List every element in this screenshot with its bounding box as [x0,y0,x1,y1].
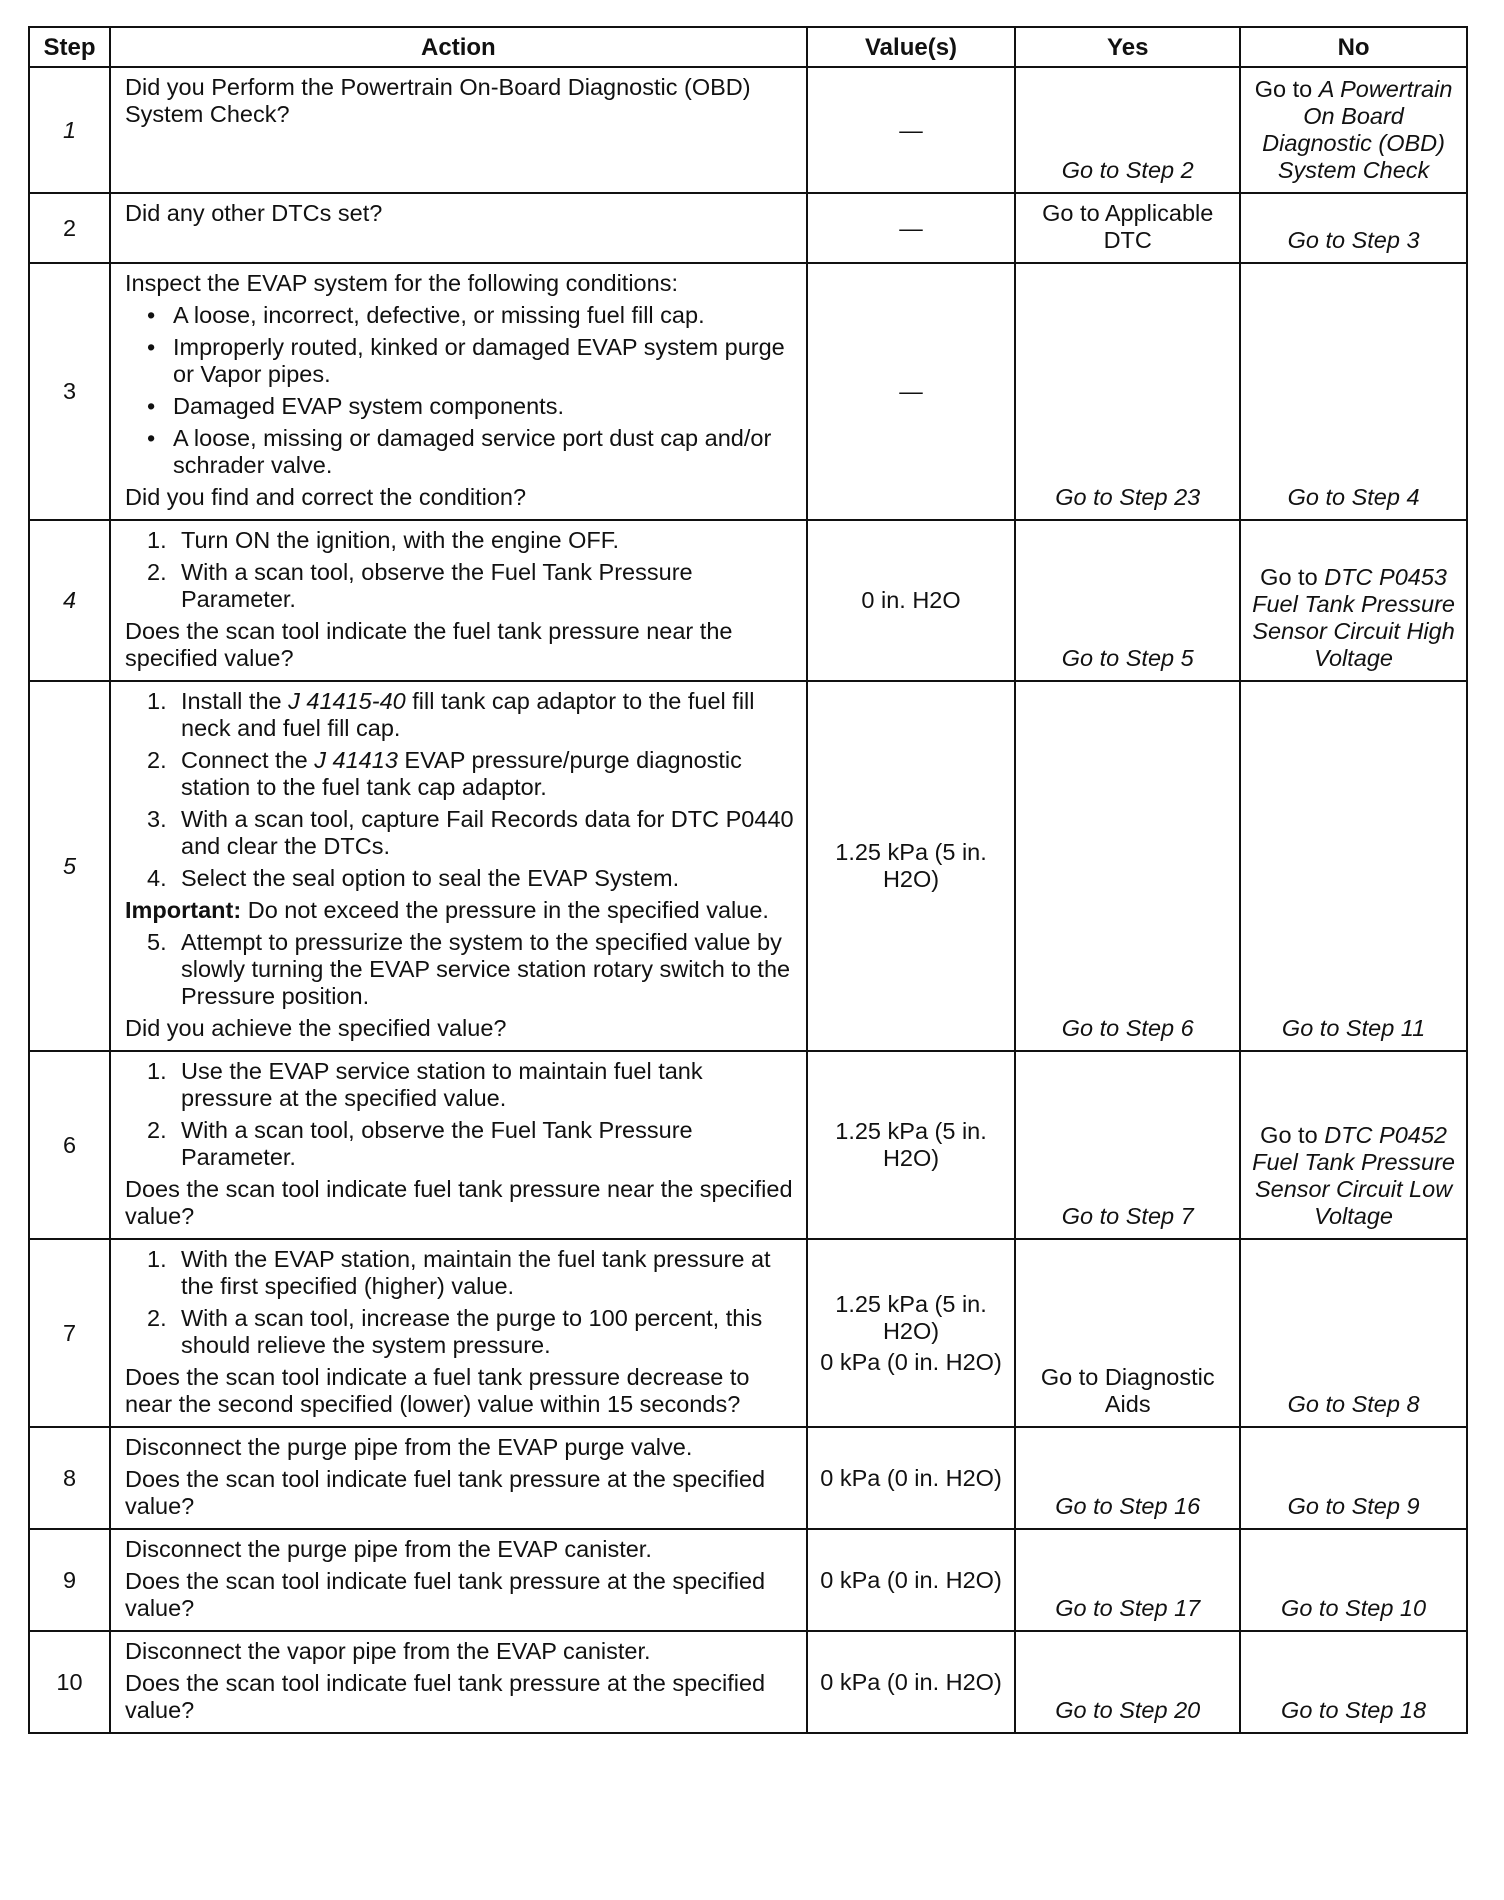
yes-cell [1015,681,1240,1051]
text-run: Turn ON the ignition, with the engine OFF. [181,527,620,553]
bullet-text [173,334,796,388]
text-run: Go to [1260,564,1325,590]
no-link[interactable] [1247,564,1460,672]
action-numbered-item [125,747,796,801]
step-cell: 9 [29,1529,110,1631]
table-row [29,681,1467,1051]
action-paragraph [125,1434,796,1461]
action-bullet-item [125,393,796,420]
no-cell [1240,1529,1467,1631]
value-text: 0 in. H2O [861,587,961,613]
bullet-icon: • [147,393,156,419]
text-run: Connect the [181,747,315,773]
yes-link[interactable] [1022,1015,1233,1042]
item-number: 1. [147,527,167,553]
value-text: — [899,116,923,143]
action-bullet-item [125,425,796,479]
text-run: J 41413 [314,747,398,773]
no-link[interactable] [1247,1391,1460,1418]
text-run: fill tank cap adaptor to the fuel fill neck and fuel fill cap. [181,688,755,741]
text-run: Disconnect the vapor pipe from the EVAP canister. [125,1638,651,1664]
no-cell [1240,263,1467,520]
text-run: Go to Step 16 [1055,1493,1201,1519]
yes-cell [1015,67,1240,193]
yes-link[interactable] [1022,1203,1233,1230]
header-step: Step [29,27,110,67]
values-cell [807,681,1016,1051]
numbered-text [181,865,796,892]
table-row [29,263,1467,520]
values-cell [807,263,1016,520]
bullet-icon: • [147,425,156,451]
table-row [29,1051,1467,1239]
item-number: 4. [147,865,167,891]
text-run: Did you Perform the Powertrain On-Board Diagnostic (OBD) System Check? [125,74,751,127]
text-run: With the EVAP station, maintain the fuel tank pressure at the first specified (higher) value. [181,1246,771,1299]
action-cell [110,193,807,263]
text-run: Did any other DTCs set? [125,200,383,226]
text-run: Install the [181,688,289,714]
step-cell: 2 [29,193,110,263]
yes-link[interactable] [1022,1493,1233,1520]
text-run: Does the scan tool indicate fuel tank pressure at the specified value? [125,1670,766,1723]
action-paragraph [125,1176,796,1230]
text-run: Disconnect the purge pipe from the EVAP canister. [125,1536,652,1562]
action-paragraph [125,1466,796,1520]
action-bullet-item [125,302,796,329]
text-run: A loose, missing or damaged service port dust cap and/or schrader valve. [173,425,772,478]
action-cell [110,681,807,1051]
yes-cell [1015,1631,1240,1733]
text-run: Important: [125,897,242,923]
item-number: 1. [147,1058,167,1084]
action-cell [110,263,807,520]
text-run: Use the EVAP service station to maintain fuel tank pressure at the specified value. [181,1058,703,1111]
numbered-text [181,527,796,554]
table-row [29,193,1467,263]
text-run: With a scan tool, observe the Fuel Tank Pressure Parameter. [181,559,693,612]
text-run: With a scan tool, capture Fail Records data for DTC P0440 and clear the DTCs. [181,806,794,859]
text-run: Go to Step 3 [1287,227,1420,253]
no-cell [1240,1051,1467,1239]
action-numbered-item [125,1058,796,1112]
values-cell [807,1631,1016,1733]
text-run: Go to Diagnostic Aids [1040,1364,1215,1417]
numbered-text [181,1305,796,1359]
text-run: Go to Step 2 [1061,157,1194,183]
text-run: Disconnect the purge pipe from the EVAP purge valve. [125,1434,693,1460]
bullet-text [173,302,796,329]
text-run: Improperly routed, kinked or damaged EVAP system purge or Vapor pipes. [173,334,785,387]
values-cell [807,1529,1016,1631]
step-cell: 10 [29,1631,110,1733]
text-run: DTC P0453 Fuel Tank Pressure Sensor Circuit High Voltage [1252,564,1456,671]
text-run: Go to Step 10 [1281,1595,1427,1621]
no-cell [1240,1427,1467,1529]
no-link[interactable] [1247,227,1460,254]
step-cell: 6 [29,1051,110,1239]
step-cell: 3 [29,263,110,520]
action-bullet-item [125,334,796,388]
yes-cell [1015,1239,1240,1427]
step-cell: 4 [29,520,110,681]
table-header [29,27,1467,67]
yes-link[interactable] [1022,200,1233,254]
text-run: Does the scan tool indicate fuel tank pressure near the specified value? [125,1176,793,1229]
values-cell [807,1427,1016,1529]
item-number: 1. [147,1246,167,1272]
action-numbered-item [125,559,796,613]
header-row [29,27,1467,67]
values-cell [807,1239,1016,1427]
text-run: Go to Step 23 [1055,484,1201,510]
no-cell [1240,193,1467,263]
bullet-text [173,393,796,420]
action-numbered-item [125,688,796,742]
text-run: Go to Step 5 [1061,645,1194,671]
text-run: Does the scan tool indicate fuel tank pressure at the specified value? [125,1568,766,1621]
no-link[interactable] [1247,1122,1460,1230]
yes-link[interactable] [1022,1595,1233,1622]
item-number: 2. [147,1117,167,1143]
action-numbered-item [125,929,796,1010]
table-row [29,67,1467,193]
header-action: Action [110,27,807,67]
text-run: Select the seal option to seal the EVAP System. [181,865,680,891]
item-number: 2. [147,559,167,585]
yes-link[interactable] [1022,157,1233,184]
values-cell [807,520,1016,681]
text-run: J 41415-40 [288,688,406,714]
text-run: Inspect the EVAP system for the following conditions: [125,270,678,296]
text-run: A loose, incorrect, defective, or missing fuel fill cap. [173,302,705,328]
action-cell [110,1051,807,1239]
action-cell [110,67,807,193]
table-row [29,1529,1467,1631]
yes-link[interactable] [1022,1697,1233,1724]
text-run: With a scan tool, increase the purge to 100 percent, this should relieve the system pressure. [181,1305,763,1358]
value-text: — [899,214,923,241]
text-run: Did you find and correct the condition? [125,484,527,510]
yes-link[interactable] [1022,484,1233,511]
action-paragraph [125,484,796,511]
action-cell [110,1631,807,1733]
action-paragraph [125,1568,796,1622]
action-numbered-item [125,1246,796,1300]
bullet-icon: • [147,334,156,360]
yes-link[interactable] [1022,1364,1233,1418]
numbered-text [181,688,796,742]
value-text: 1.25 kPa (5 in. H2O) [835,1290,987,1344]
item-number: 1. [147,688,167,714]
bullet-text [173,425,796,479]
value-text: 0 kPa (0 in. H2O) [820,1348,1002,1375]
item-number: 5. [147,929,167,955]
action-numbered-item [125,806,796,860]
step-cell: 8 [29,1427,110,1529]
header-values: Value(s) [807,27,1016,67]
text-run: Go to Step 18 [1281,1697,1427,1723]
action-paragraph [125,1015,796,1042]
text-run: Go to Step 6 [1061,1015,1194,1041]
text-run: Go to Step 20 [1055,1697,1201,1723]
no-link[interactable] [1247,76,1460,184]
value-text: 0 kPa (0 in. H2O) [820,1566,1002,1593]
item-number: 2. [147,1305,167,1331]
text-run: Attempt to pressurize the system to the specified value by slowly turning the EVAP service station rotary switch to the Pressure position. [181,929,791,1009]
action-paragraph [125,1638,796,1665]
action-cell [110,1427,807,1529]
value-text: — [899,378,923,404]
action-cell [110,1239,807,1427]
value-text: 1.25 kPa (5 in. H2O) [835,1118,987,1171]
action-paragraph [125,200,796,227]
action-paragraph [125,1670,796,1724]
text-run: Go to Step 17 [1055,1595,1201,1621]
text-run: With a scan tool, observe the Fuel Tank Pressure Parameter. [181,1117,693,1170]
action-paragraph [125,897,796,924]
yes-cell [1015,1427,1240,1529]
action-paragraph [125,618,796,672]
no-cell [1240,1631,1467,1733]
numbered-text [181,1058,796,1112]
action-paragraph [125,1536,796,1563]
step-cell: 1 [29,67,110,193]
item-number: 2. [147,747,167,773]
yes-cell [1015,520,1240,681]
value-text: 0 kPa (0 in. H2O) [820,1668,1002,1695]
no-cell [1240,1239,1467,1427]
bullet-icon: • [147,302,156,328]
text-run: Go to Step 4 [1287,484,1420,510]
table-row [29,1427,1467,1529]
table-row [29,1631,1467,1733]
values-cell [807,67,1016,193]
text-run: Do not exceed the pressure in the specified value. [241,897,769,923]
text-run: Does the scan tool indicate the fuel tank pressure near the specified value? [125,618,733,671]
text-run: DTC P0452 Fuel Tank Pressure Sensor Circuit Low Voltage [1252,1122,1456,1229]
text-run: Go to Applicable DTC [1042,200,1214,253]
yes-cell [1015,1529,1240,1631]
text-run: Go to Step 9 [1287,1493,1420,1519]
table-row [29,1239,1467,1427]
numbered-text [181,1246,796,1300]
numbered-text [181,929,796,1010]
action-cell [110,1529,807,1631]
text-run: EVAP pressure/purge diagnostic station to the fuel tank cap adaptor. [181,747,742,800]
text-run: Did you achieve the specified value? [125,1015,507,1041]
action-numbered-item [125,865,796,892]
action-numbered-item [125,527,796,554]
numbered-text [181,806,796,860]
no-link[interactable] [1247,1493,1460,1520]
action-paragraph [125,74,796,128]
yes-link[interactable] [1022,645,1233,672]
text-run: Go to Step 8 [1287,1391,1420,1417]
action-cell [110,520,807,681]
header-yes: Yes [1015,27,1240,67]
no-link[interactable] [1247,484,1460,511]
no-link[interactable] [1247,1697,1460,1724]
text-run: Go to [1254,76,1319,102]
text-run: A Powertrain On Board Diagnostic (OBD) System Check [1262,76,1453,183]
text-run: Does the scan tool indicate a fuel tank pressure decrease to near the second specified (lower) value within 15 seconds? [125,1364,750,1417]
values-cell [807,193,1016,263]
action-paragraph [125,270,796,297]
yes-cell [1015,193,1240,263]
yes-cell [1015,263,1240,520]
action-numbered-item [125,1305,796,1359]
text-run: Does the scan tool indicate fuel tank pressure at the specified value? [125,1466,766,1519]
table-body [29,67,1467,1733]
text-run: Damaged EVAP system components. [173,393,564,419]
numbered-text [181,1117,796,1171]
no-cell [1240,681,1467,1051]
step-cell: 5 [29,681,110,1051]
step-cell: 7 [29,1239,110,1427]
no-link[interactable] [1247,1595,1460,1622]
no-cell [1240,520,1467,681]
action-paragraph [125,1364,796,1418]
numbered-text [181,559,796,613]
text-run: Go to Step 7 [1061,1203,1194,1229]
diagnostic-table [28,26,1468,1734]
text-run: Go to [1260,1122,1325,1148]
value-text: 0 kPa (0 in. H2O) [820,1464,1002,1491]
values-cell [807,1051,1016,1239]
yes-cell [1015,1051,1240,1239]
no-cell [1240,67,1467,193]
table-row [29,520,1467,681]
header-no: No [1240,27,1467,67]
no-link[interactable] [1247,1015,1460,1042]
text-run: Go to Step 11 [1281,1015,1426,1041]
value-text: 1.25 kPa (5 in. H2O) [835,839,987,892]
item-number: 3. [147,806,167,832]
numbered-text [181,747,796,801]
action-numbered-item [125,1117,796,1171]
